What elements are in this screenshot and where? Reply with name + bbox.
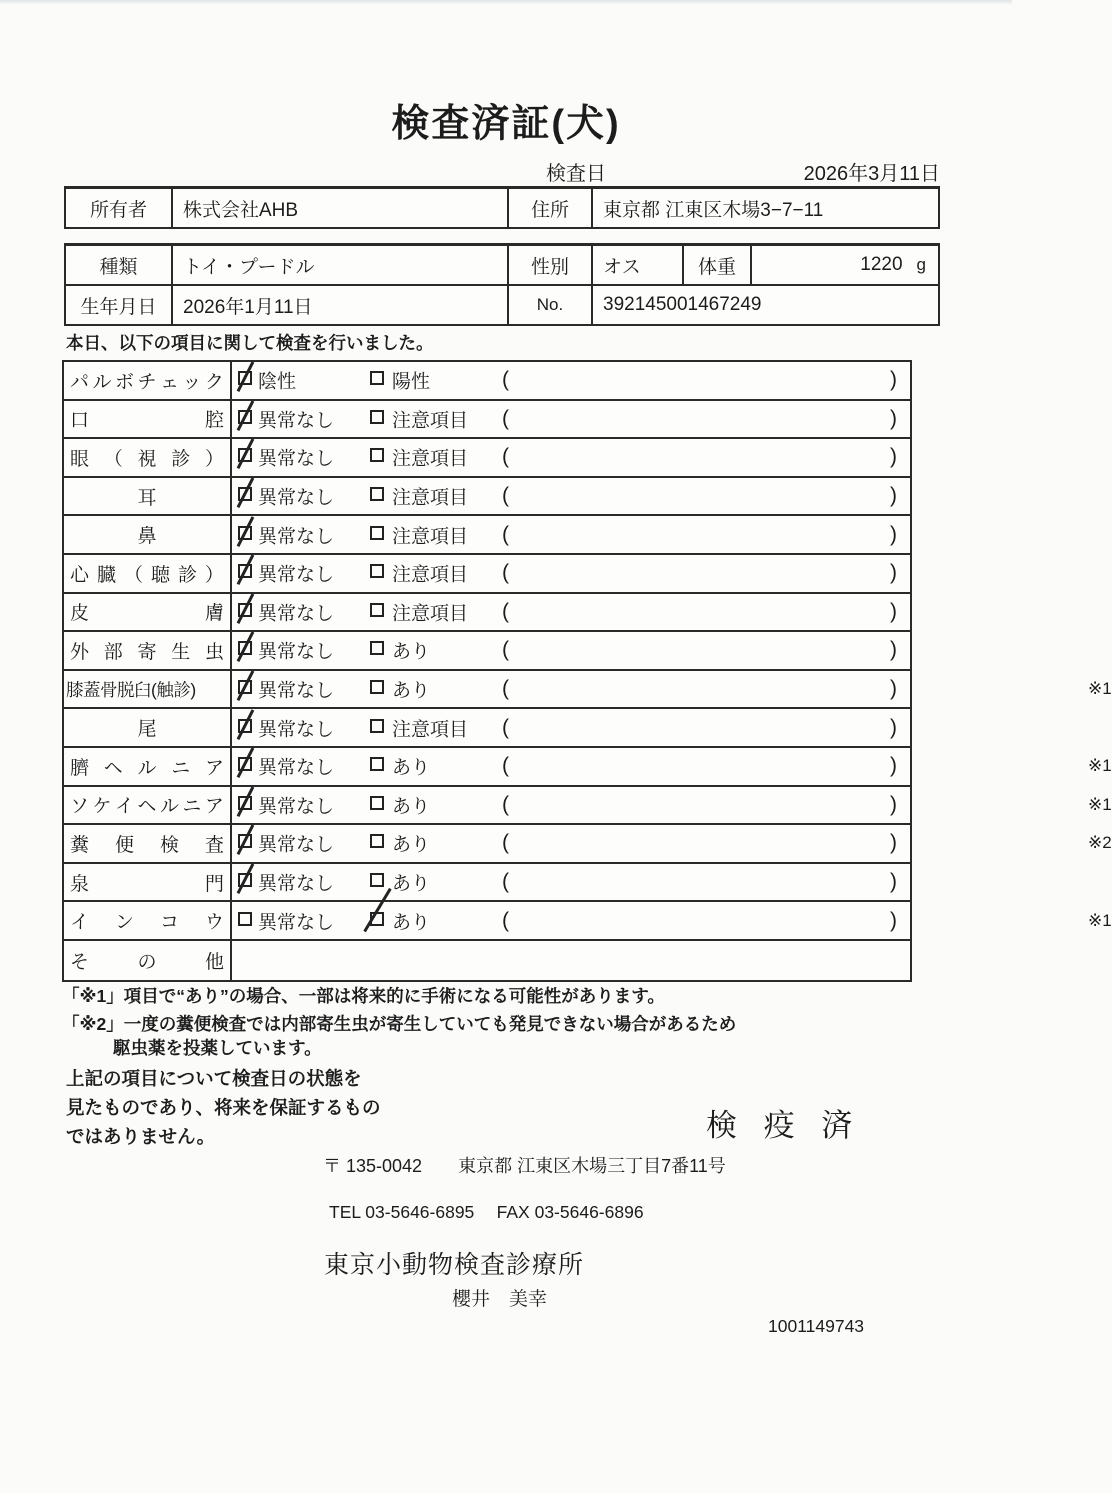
result-option2-label: あり xyxy=(392,912,431,934)
remark-paren-close: ) xyxy=(890,715,897,739)
result-option1-label: 異常なし xyxy=(258,410,335,432)
result-option2-label: あり xyxy=(392,641,431,663)
remark-paren-open: ( xyxy=(502,522,509,546)
remark-paren-close: ) xyxy=(890,406,897,430)
result-checkbox-opt1 xyxy=(238,603,252,617)
exam-item-label-char: チ xyxy=(137,371,157,393)
exam-item-label-char: ニ xyxy=(182,796,202,818)
inspection-table xyxy=(62,360,1112,982)
result-checkbox-opt2 xyxy=(370,603,384,617)
breed-label: 種類 xyxy=(99,256,138,278)
result-option2-label: 注意項目 xyxy=(392,603,469,625)
exam-item-label-char: 他 xyxy=(204,951,224,973)
result-checkbox-opt2 xyxy=(370,526,384,540)
exam-item-label-char: 視 xyxy=(137,448,157,470)
table-row xyxy=(64,555,910,594)
sex-value: オス xyxy=(591,246,682,284)
exam-item-label-char: ヘ xyxy=(137,796,157,818)
result-option2-label: あり xyxy=(392,796,431,818)
result-option1-label: 異常なし xyxy=(258,796,335,818)
footnote-2: 「※2」一度の糞便検査では内部寄生虫が寄生していても発見できない場合があるため xyxy=(62,1014,737,1034)
exam-item-label-char: そ xyxy=(70,951,90,973)
exam-item-label: 膝蓋骨脱臼(触診) xyxy=(64,671,232,708)
exam-item-label-char: ウ xyxy=(204,912,224,934)
table-row xyxy=(64,902,1112,941)
serial-number: 1001149743 xyxy=(768,1316,865,1336)
result-option1-label: 異常なし xyxy=(258,526,335,548)
exam-item-label-char: ッ xyxy=(182,371,202,393)
remark-paren-open: ( xyxy=(502,715,509,739)
exam-item-label-char: ル xyxy=(159,796,179,818)
exam-item-result xyxy=(232,787,1112,824)
exam-item-label xyxy=(64,941,232,980)
result-option1-label: 陰性 xyxy=(258,371,297,393)
exam-item-result xyxy=(232,594,910,631)
disclaimer-line-3: ではありません。 xyxy=(66,1126,216,1147)
result-checkbox-opt2 xyxy=(370,719,384,733)
exam-item-label-char: 泉 xyxy=(70,873,90,895)
result-checkbox-opt2 xyxy=(370,564,384,578)
result-option2-label: 注意項目 xyxy=(392,719,469,741)
result-checkbox-opt1 xyxy=(238,448,252,462)
exam-item-result xyxy=(232,632,910,669)
result-option2-label: あり xyxy=(392,680,431,702)
exam-item-label: 鼻 xyxy=(64,516,232,553)
footnote-1: 「※1」項目で“あり”の場合、一部は将来的に手術になる可能性があります。 xyxy=(62,986,665,1006)
clinic-tel-fax: TEL 03-5646-6895 FAX 03-5646-6896 xyxy=(329,1202,644,1222)
table-row xyxy=(64,594,910,633)
result-option2-label: 注意項目 xyxy=(392,410,469,432)
result-option1-label: 異常なし xyxy=(258,680,335,702)
exam-item-result xyxy=(232,941,910,980)
exam-item-label-char: 寄 xyxy=(137,641,157,663)
result-checkbox-opt2 xyxy=(370,834,384,848)
result-option2-label: 陽性 xyxy=(392,371,431,393)
remark-paren-open: ( xyxy=(502,484,509,508)
owner-label: 所有者 xyxy=(89,199,147,221)
table-row xyxy=(64,709,910,748)
exam-item-label-char: 生 xyxy=(171,641,191,663)
table-row xyxy=(64,632,910,671)
remark-paren-open: ( xyxy=(502,406,509,430)
exam-date-value: 2026年3月11日 xyxy=(803,163,940,185)
result-option2-label: 注意項目 xyxy=(392,487,469,509)
result-checkbox-opt2 xyxy=(370,410,384,424)
remark-paren-open: ( xyxy=(502,599,509,623)
exam-item-label-char: 臓 xyxy=(96,564,116,586)
table-row xyxy=(64,671,1112,710)
table-row xyxy=(64,748,1112,787)
table-row xyxy=(64,401,910,440)
disclaimer-line-1: 上記の項目について検査日の状態を xyxy=(66,1068,362,1089)
examiner-name: 櫻井 美幸 xyxy=(452,1289,548,1310)
result-checkbox-opt2 xyxy=(370,371,384,385)
birth-no-row xyxy=(66,284,938,324)
exam-item-label xyxy=(64,825,232,862)
breed-sex-weight-row xyxy=(66,246,938,284)
exam-item-result xyxy=(232,516,910,553)
exam-item-label-char: ル xyxy=(137,757,157,779)
exam-item-label-char: ヘ xyxy=(103,757,123,779)
exam-item-label xyxy=(64,748,232,785)
result-option1-label: 異常なし xyxy=(258,834,335,856)
table-row xyxy=(64,864,910,903)
result-option2-label: 注意項目 xyxy=(392,448,469,470)
row-footnote-mark: ※2 xyxy=(1088,833,1112,853)
result-checkbox-opt1 xyxy=(238,834,252,848)
result-option1-label: 異常なし xyxy=(258,757,335,779)
remark-paren-open: ( xyxy=(502,561,509,585)
exam-item-label-char: ン xyxy=(114,912,134,934)
result-option2-label: あり xyxy=(392,873,431,895)
exam-item-label-char: 査 xyxy=(204,834,224,856)
exam-item-result xyxy=(232,555,910,592)
exam-item-label-char: ニ xyxy=(171,757,191,779)
disclaimer-line-2: 見たものであり、将来を保証するもの xyxy=(66,1097,381,1118)
table-row xyxy=(64,362,910,401)
result-checkbox-opt1 xyxy=(238,371,252,385)
birth-value: 2026年1月11日 xyxy=(171,286,507,324)
exam-item-label-char: 外 xyxy=(70,641,90,663)
exam-item-label-char: ） xyxy=(204,564,224,586)
exam-date-label: 検査日 xyxy=(546,163,606,185)
weight-unit: g xyxy=(916,255,926,274)
remark-paren-close: ) xyxy=(890,831,897,855)
result-option1-label: 異常なし xyxy=(258,641,335,663)
exam-item-label-char: 便 xyxy=(114,834,134,856)
exam-item-label-char: 皮 xyxy=(70,603,90,625)
result-checkbox-opt2 xyxy=(370,448,384,462)
row-footnote-mark: ※1 xyxy=(1088,794,1112,814)
result-option1-label: 異常なし xyxy=(258,564,335,586)
exam-item-result xyxy=(232,825,1112,862)
result-checkbox-opt1 xyxy=(238,796,252,810)
exam-item-label-char: 眼 xyxy=(70,448,90,470)
address-label: 住所 xyxy=(507,189,591,227)
exam-item-label: 尾 xyxy=(64,709,232,746)
exam-item-label-char: の xyxy=(137,951,157,973)
remark-paren-close: ) xyxy=(890,561,897,585)
exam-item-label xyxy=(64,555,232,592)
exam-item-result xyxy=(232,362,910,399)
exam-item-label-char: 診 xyxy=(171,448,191,470)
exam-item-label-char: ソ xyxy=(70,796,90,818)
exam-item-label-char: イ xyxy=(70,912,90,934)
exam-item-label-char: 腔 xyxy=(204,410,224,432)
exam-item-label xyxy=(64,632,232,669)
result-checkbox-opt2 xyxy=(370,796,384,810)
remark-paren-open: ( xyxy=(502,831,509,855)
exam-item-label-char: 部 xyxy=(103,641,123,663)
clinic-name: 東京小動物検査診療所 xyxy=(324,1251,585,1279)
exam-item-label xyxy=(64,439,232,476)
birth-label: 生年月日 xyxy=(80,296,157,318)
result-checkbox-opt2 xyxy=(370,912,384,926)
exam-item-result xyxy=(232,902,1112,939)
exam-item-label-char: イ xyxy=(114,796,134,818)
exam-item-label xyxy=(64,787,232,824)
remark-paren-close: ) xyxy=(890,677,897,701)
remark-paren-close: ) xyxy=(890,484,897,508)
result-option1-label: 異常なし xyxy=(258,873,335,895)
weight-label: 体重 xyxy=(682,246,750,284)
remark-paren-open: ( xyxy=(502,870,509,894)
result-checkbox-opt1 xyxy=(238,873,252,887)
remark-paren-open: ( xyxy=(502,368,509,392)
exam-item-label-char: 検 xyxy=(159,834,179,856)
table-row xyxy=(64,478,910,517)
exam-item-label-char: パ xyxy=(70,371,90,393)
remark-paren-close: ) xyxy=(890,599,897,623)
clinic-address: 〒 135-0042 東京都 江東区木場三丁目7番11号 xyxy=(323,1156,726,1176)
breed-value: トイ・プードル xyxy=(171,246,507,284)
result-checkbox-opt1 xyxy=(238,719,252,733)
result-checkbox-opt1 xyxy=(238,757,252,771)
exam-item-label-char: ケ xyxy=(92,796,112,818)
exam-item-label-char: 臍 xyxy=(70,757,90,779)
remark-paren-open: ( xyxy=(502,754,509,778)
exam-item-result xyxy=(232,671,1112,708)
result-option1-label: 異常なし xyxy=(258,719,335,741)
result-checkbox-opt2 xyxy=(370,487,384,501)
result-checkbox-opt1 xyxy=(238,680,252,694)
exam-item-label xyxy=(64,362,232,399)
exam-item-label: 耳 xyxy=(64,478,232,515)
remark-paren-close: ) xyxy=(890,870,897,894)
address-value: 東京都 江東区木場3−7−11 xyxy=(591,189,938,227)
exam-item-label-char: 聴 xyxy=(150,564,170,586)
remark-paren-open: ( xyxy=(502,677,509,701)
exam-item-label-char: ） xyxy=(204,448,224,470)
no-label: No. xyxy=(507,286,591,324)
exam-item-label xyxy=(64,902,232,939)
remark-paren-close: ) xyxy=(890,368,897,392)
exam-item-label-char: 心 xyxy=(70,564,90,586)
result-option2-label: 注意項目 xyxy=(392,526,469,548)
owner-table xyxy=(64,186,940,229)
exam-item-label-char: ェ xyxy=(159,371,179,393)
exam-item-label-char: （ xyxy=(103,448,123,470)
exam-item-label-char: 口 xyxy=(70,410,90,432)
exam-item-result xyxy=(232,864,910,901)
exam-item-label-char: コ xyxy=(159,912,179,934)
result-checkbox-opt1 xyxy=(238,526,252,540)
exam-item-label xyxy=(64,864,232,901)
result-option2-label: あり xyxy=(392,757,431,779)
row-footnote-mark: ※1 xyxy=(1088,756,1112,776)
result-option2-label: 注意項目 xyxy=(392,564,469,586)
quarantine-stamp: 検 疫 済 xyxy=(706,1108,862,1143)
exam-item-label-char: ボ xyxy=(114,371,134,393)
exam-item-result xyxy=(232,439,910,476)
remark-paren-close: ) xyxy=(890,754,897,778)
owner-value: 株式会社AHB xyxy=(171,189,507,227)
remark-paren-close: ) xyxy=(890,638,897,662)
remark-paren-close: ) xyxy=(890,445,897,469)
exam-item-label-char: 診 xyxy=(177,564,197,586)
exam-item-label-char: 門 xyxy=(204,873,224,895)
remark-paren-open: ( xyxy=(502,638,509,662)
weight-cell xyxy=(750,246,938,284)
result-option2-label: あり xyxy=(392,834,431,856)
remark-paren-open: ( xyxy=(502,792,509,816)
disclaimer-text xyxy=(66,1064,381,1151)
result-checkbox-opt1 xyxy=(238,912,252,926)
result-checkbox-opt2 xyxy=(370,641,384,655)
row-footnote-mark: ※1 xyxy=(1088,679,1112,699)
exam-item-label xyxy=(64,401,232,438)
owner-row xyxy=(66,189,938,227)
remark-paren-close: ) xyxy=(890,908,897,932)
exam-item-label xyxy=(64,594,232,631)
result-option1-label: 異常なし xyxy=(258,912,335,934)
result-option1-label: 異常なし xyxy=(258,603,335,625)
result-option1-label: 異常なし xyxy=(258,448,335,470)
exam-item-result xyxy=(232,478,910,515)
result-checkbox-opt2 xyxy=(370,680,384,694)
exam-item-label-char: 膚 xyxy=(204,603,224,625)
remark-paren-open: ( xyxy=(502,445,509,469)
sex-label: 性別 xyxy=(507,246,591,284)
exam-item-result xyxy=(232,709,910,746)
footnote-2-cont: 駆虫薬を投薬しています。 xyxy=(113,1038,322,1058)
row-footnote-mark: ※1 xyxy=(1088,910,1112,930)
exam-item-result xyxy=(232,748,1112,785)
exam-item-label-char: ア xyxy=(204,757,224,779)
exam-item-label-char: 糞 xyxy=(70,834,90,856)
result-checkbox-opt1 xyxy=(238,487,252,501)
table-row xyxy=(64,439,910,478)
exam-item-label-char: 虫 xyxy=(204,641,224,663)
table-row xyxy=(64,941,910,980)
remark-paren-open: ( xyxy=(502,908,509,932)
remark-paren-close: ) xyxy=(890,792,897,816)
result-checkbox-opt1 xyxy=(238,564,252,578)
intro-text: 本日、以下の項目に関して検査を行いました。 xyxy=(66,333,434,353)
exam-item-label-char: ル xyxy=(92,371,112,393)
exam-item-label-char: ク xyxy=(204,371,224,393)
result-option1-label: 異常なし xyxy=(258,487,335,509)
table-row xyxy=(64,787,1112,826)
result-checkbox-opt1 xyxy=(238,641,252,655)
scan-edge xyxy=(0,0,1012,5)
remark-paren-close: ) xyxy=(890,522,897,546)
page-title: 検査済証(犬) xyxy=(391,103,621,145)
result-checkbox-opt2 xyxy=(370,757,384,771)
result-checkbox-opt2 xyxy=(370,873,384,887)
table-row xyxy=(64,516,910,555)
table-row xyxy=(64,825,1112,864)
exam-item-label-char: ア xyxy=(204,796,224,818)
weight-value: 1220 xyxy=(860,254,903,275)
pet-table xyxy=(64,243,940,326)
no-value: 392145001467249 xyxy=(591,286,938,324)
exam-item-result xyxy=(232,401,910,438)
exam-item-label-char: （ xyxy=(123,564,143,586)
result-checkbox-opt1 xyxy=(238,410,252,424)
